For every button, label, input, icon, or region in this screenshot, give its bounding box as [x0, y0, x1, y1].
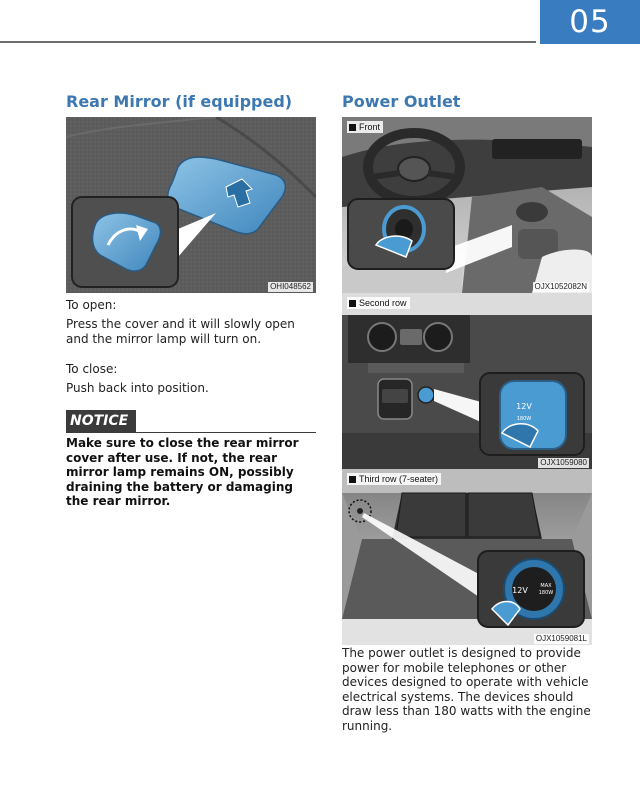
second-row-console-illustration [342, 293, 592, 469]
power-outlet-text: The power outlet is designed to provide power for mobile telephones or other devices designed to operate with vehicle electrical systems. The devices should draw less than 180 watts with the engine running. [342, 646, 591, 733]
front-console-illustration [342, 117, 592, 293]
power-outlet-heading: Power Outlet [342, 92, 461, 111]
open-text: Press the cover and it will slowly open and the mirror lamp will turn on. [66, 317, 295, 346]
front-outlet-figure [342, 117, 592, 293]
rear-mirror-illustration [66, 117, 316, 293]
chapter-number: 05 [540, 0, 640, 44]
front-label: Front [347, 121, 383, 133]
second-row-label: Second row [347, 297, 410, 309]
svg-text:12V: 12V [512, 586, 528, 595]
svg-text:180W: 180W [516, 416, 532, 422]
cargo-area-illustration [342, 469, 592, 645]
figure-code: OHI048562 [270, 282, 311, 291]
rear-mirror-figure [66, 117, 316, 293]
notice-rule [66, 432, 316, 433]
svg-text:180W: 180W [538, 590, 554, 596]
figure-code: OJX1059081L [535, 634, 587, 643]
figure-code: OJX1052082N [534, 282, 587, 291]
notice-text: Make sure to close the rear mirror cover after use. If not, the rear mirror lamp remains ON, possibly draining the battery or damaging the rear mirror. [66, 436, 299, 508]
svg-text:MAX: MAX [540, 583, 552, 589]
close-text: Push back into position. [66, 381, 209, 395]
third-row-label: Third row (7-seater) [347, 473, 441, 485]
notice-label: NOTICE [66, 410, 136, 432]
second-row-outlet-figure [342, 293, 592, 469]
open-title: To open: [66, 298, 117, 312]
header-rule [0, 41, 536, 43]
svg-text:12V: 12V [516, 402, 532, 411]
figure-code: OJX1059080 [540, 458, 587, 467]
third-row-outlet-figure [342, 469, 592, 645]
rear-mirror-heading: Rear Mirror (if equipped) [66, 92, 293, 111]
close-title: To close: [66, 362, 118, 376]
